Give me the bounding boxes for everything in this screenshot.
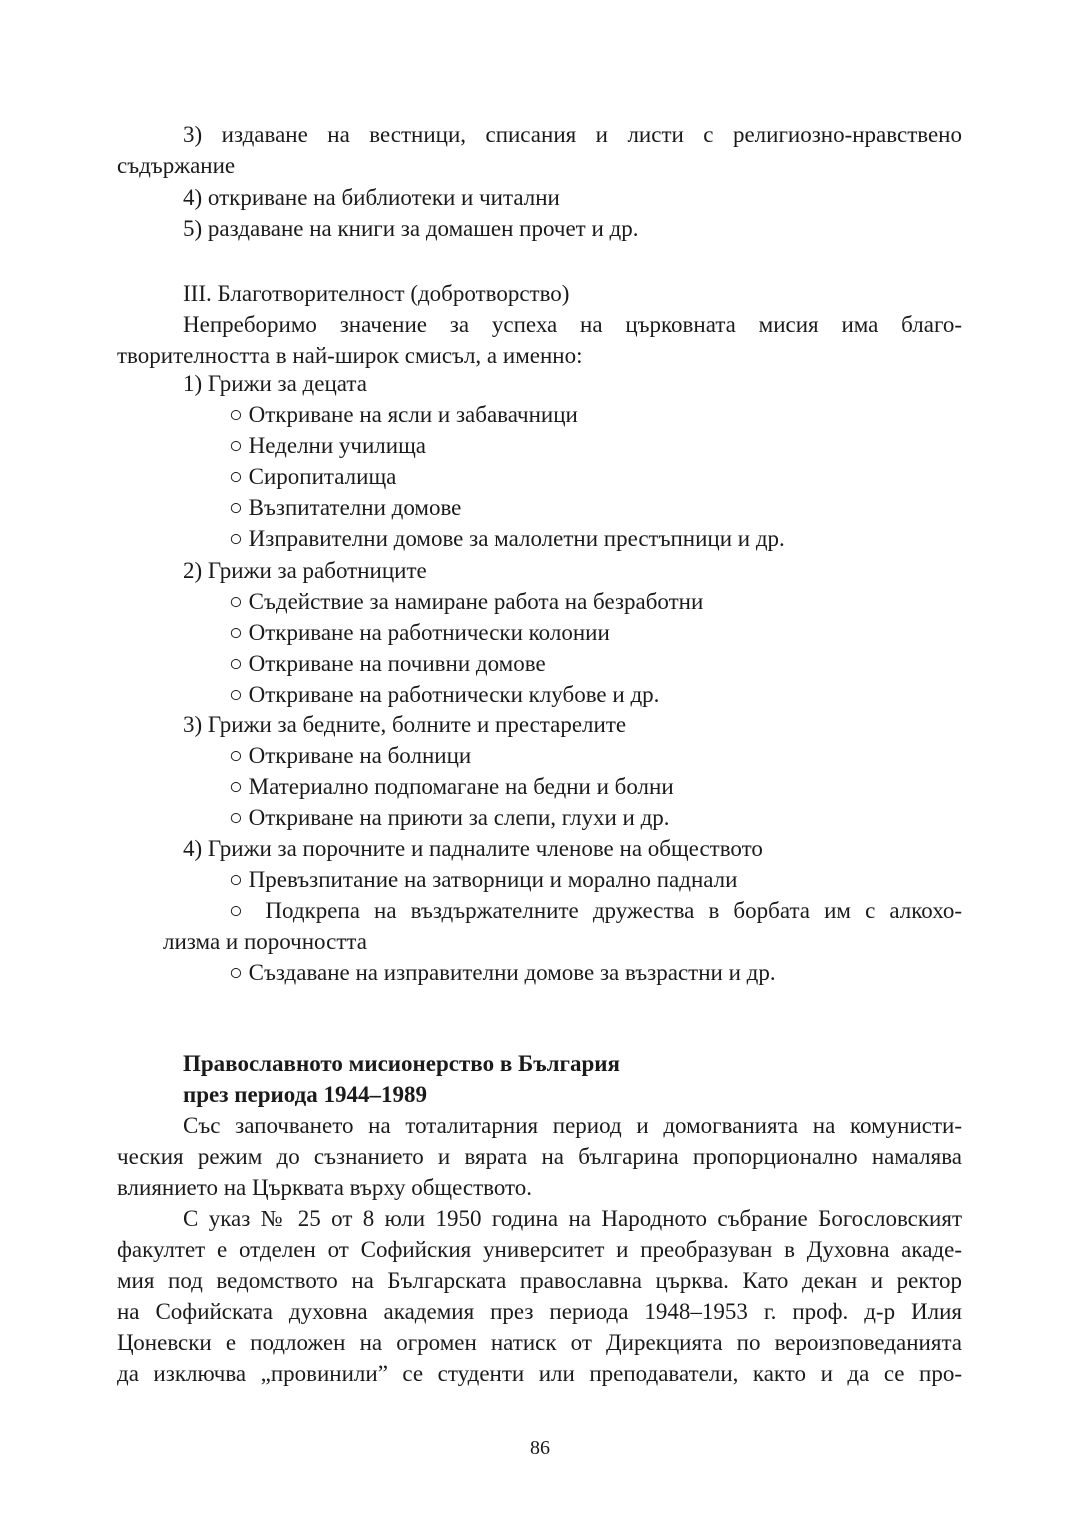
text-line: 3) издаване на вестници, списания и листи с религиозно-нравствено: [183, 122, 962, 147]
list-heading: 4) Грижи за порочните и падналите членове на обществото: [183, 836, 763, 861]
list-item: ○ Откриване на приюти за слепи, глухи и др.: [229, 805, 670, 830]
chapter-heading: през периода 1944–1989: [183, 1082, 427, 1107]
list-heading: 2) Грижи за работниците: [183, 558, 427, 583]
chapter-heading: Православното мисионерство в България: [183, 1051, 620, 1076]
list-item: ○ Откриване на почивни домове: [229, 651, 546, 676]
text-line: Цоневски е подложен на огромен натиск от Дирекцията по вероизповеданията: [117, 1330, 962, 1355]
text-line: творителността в най-широк смисъл, а именно:: [117, 343, 583, 368]
list-item: ○ Превъзпитание на затворници и морално паднали: [229, 867, 738, 892]
page-number: 86: [530, 1437, 550, 1459]
list-item: ○ Откриване на болници: [229, 743, 472, 768]
list-heading: 1) Грижи за децата: [183, 371, 367, 396]
text-line: факултет е отделен от Софийския университет и преобразуван в Духовна акаде-: [117, 1237, 962, 1262]
list-item: ○ Откриване на работнически колонии: [229, 620, 610, 645]
text-line: съдържание: [117, 153, 236, 178]
text-line: С указ № 25 от 8 юли 1950 година на Народното събрание Богословският: [183, 1206, 962, 1231]
list-heading: 3) Грижи за бедните, болните и престарелите: [183, 712, 627, 737]
list-item: ○ Изправителни домове за малолетни престъпници и др.: [229, 526, 785, 551]
list-item: ○ Възпитателни домове: [229, 495, 462, 520]
text-line: на Софийската духовна академия през периода 1948–1953 г. проф. д-р Илия: [117, 1299, 962, 1324]
list-item: ○ Създаване на изправителни домове за възрастни и др.: [229, 960, 776, 985]
list-item: ○ Сиропиталища: [229, 464, 397, 489]
text-line: Непреборимо значение за успеха на църковната мисия има благо-: [183, 312, 962, 337]
list-item: лизма и порочността: [163, 929, 367, 954]
text-line: мия под ведомството на Българската православна църква. Като декан и ректор: [117, 1268, 962, 1293]
list-item: ○ Подкрепа на въздържателните дружества в борбата им с алкохо-: [229, 898, 962, 923]
text-line: 5) раздаване на книги за домашен прочет и др.: [183, 216, 639, 241]
section-heading: III. Благотворителност (добротворство): [183, 281, 570, 306]
list-item: ○ Материално подпомагане на бедни и болни: [229, 774, 674, 799]
list-item: ○ Откриване на ясли и забавачници: [229, 402, 578, 427]
list-item: ○ Откриване на работнически клубове и др.: [229, 682, 660, 707]
list-item: ○ Неделни училища: [229, 433, 426, 458]
list-item: ○ Съдействие за намиране работа на безработни: [229, 589, 704, 614]
text-line: 4) откриване на библиотеки и читални: [183, 185, 560, 210]
text-line: ческия режим до съзнанието и вярата на българина пропорционално намалява: [117, 1144, 962, 1169]
text-line: Със започването на тоталитарния период и домогванията на комунисти-: [183, 1113, 962, 1138]
text-line: да изключва „провинили” се студенти или преподаватели, както и да се про-: [117, 1361, 962, 1386]
text-line: влиянието на Църквата върху обществото.: [117, 1175, 533, 1200]
